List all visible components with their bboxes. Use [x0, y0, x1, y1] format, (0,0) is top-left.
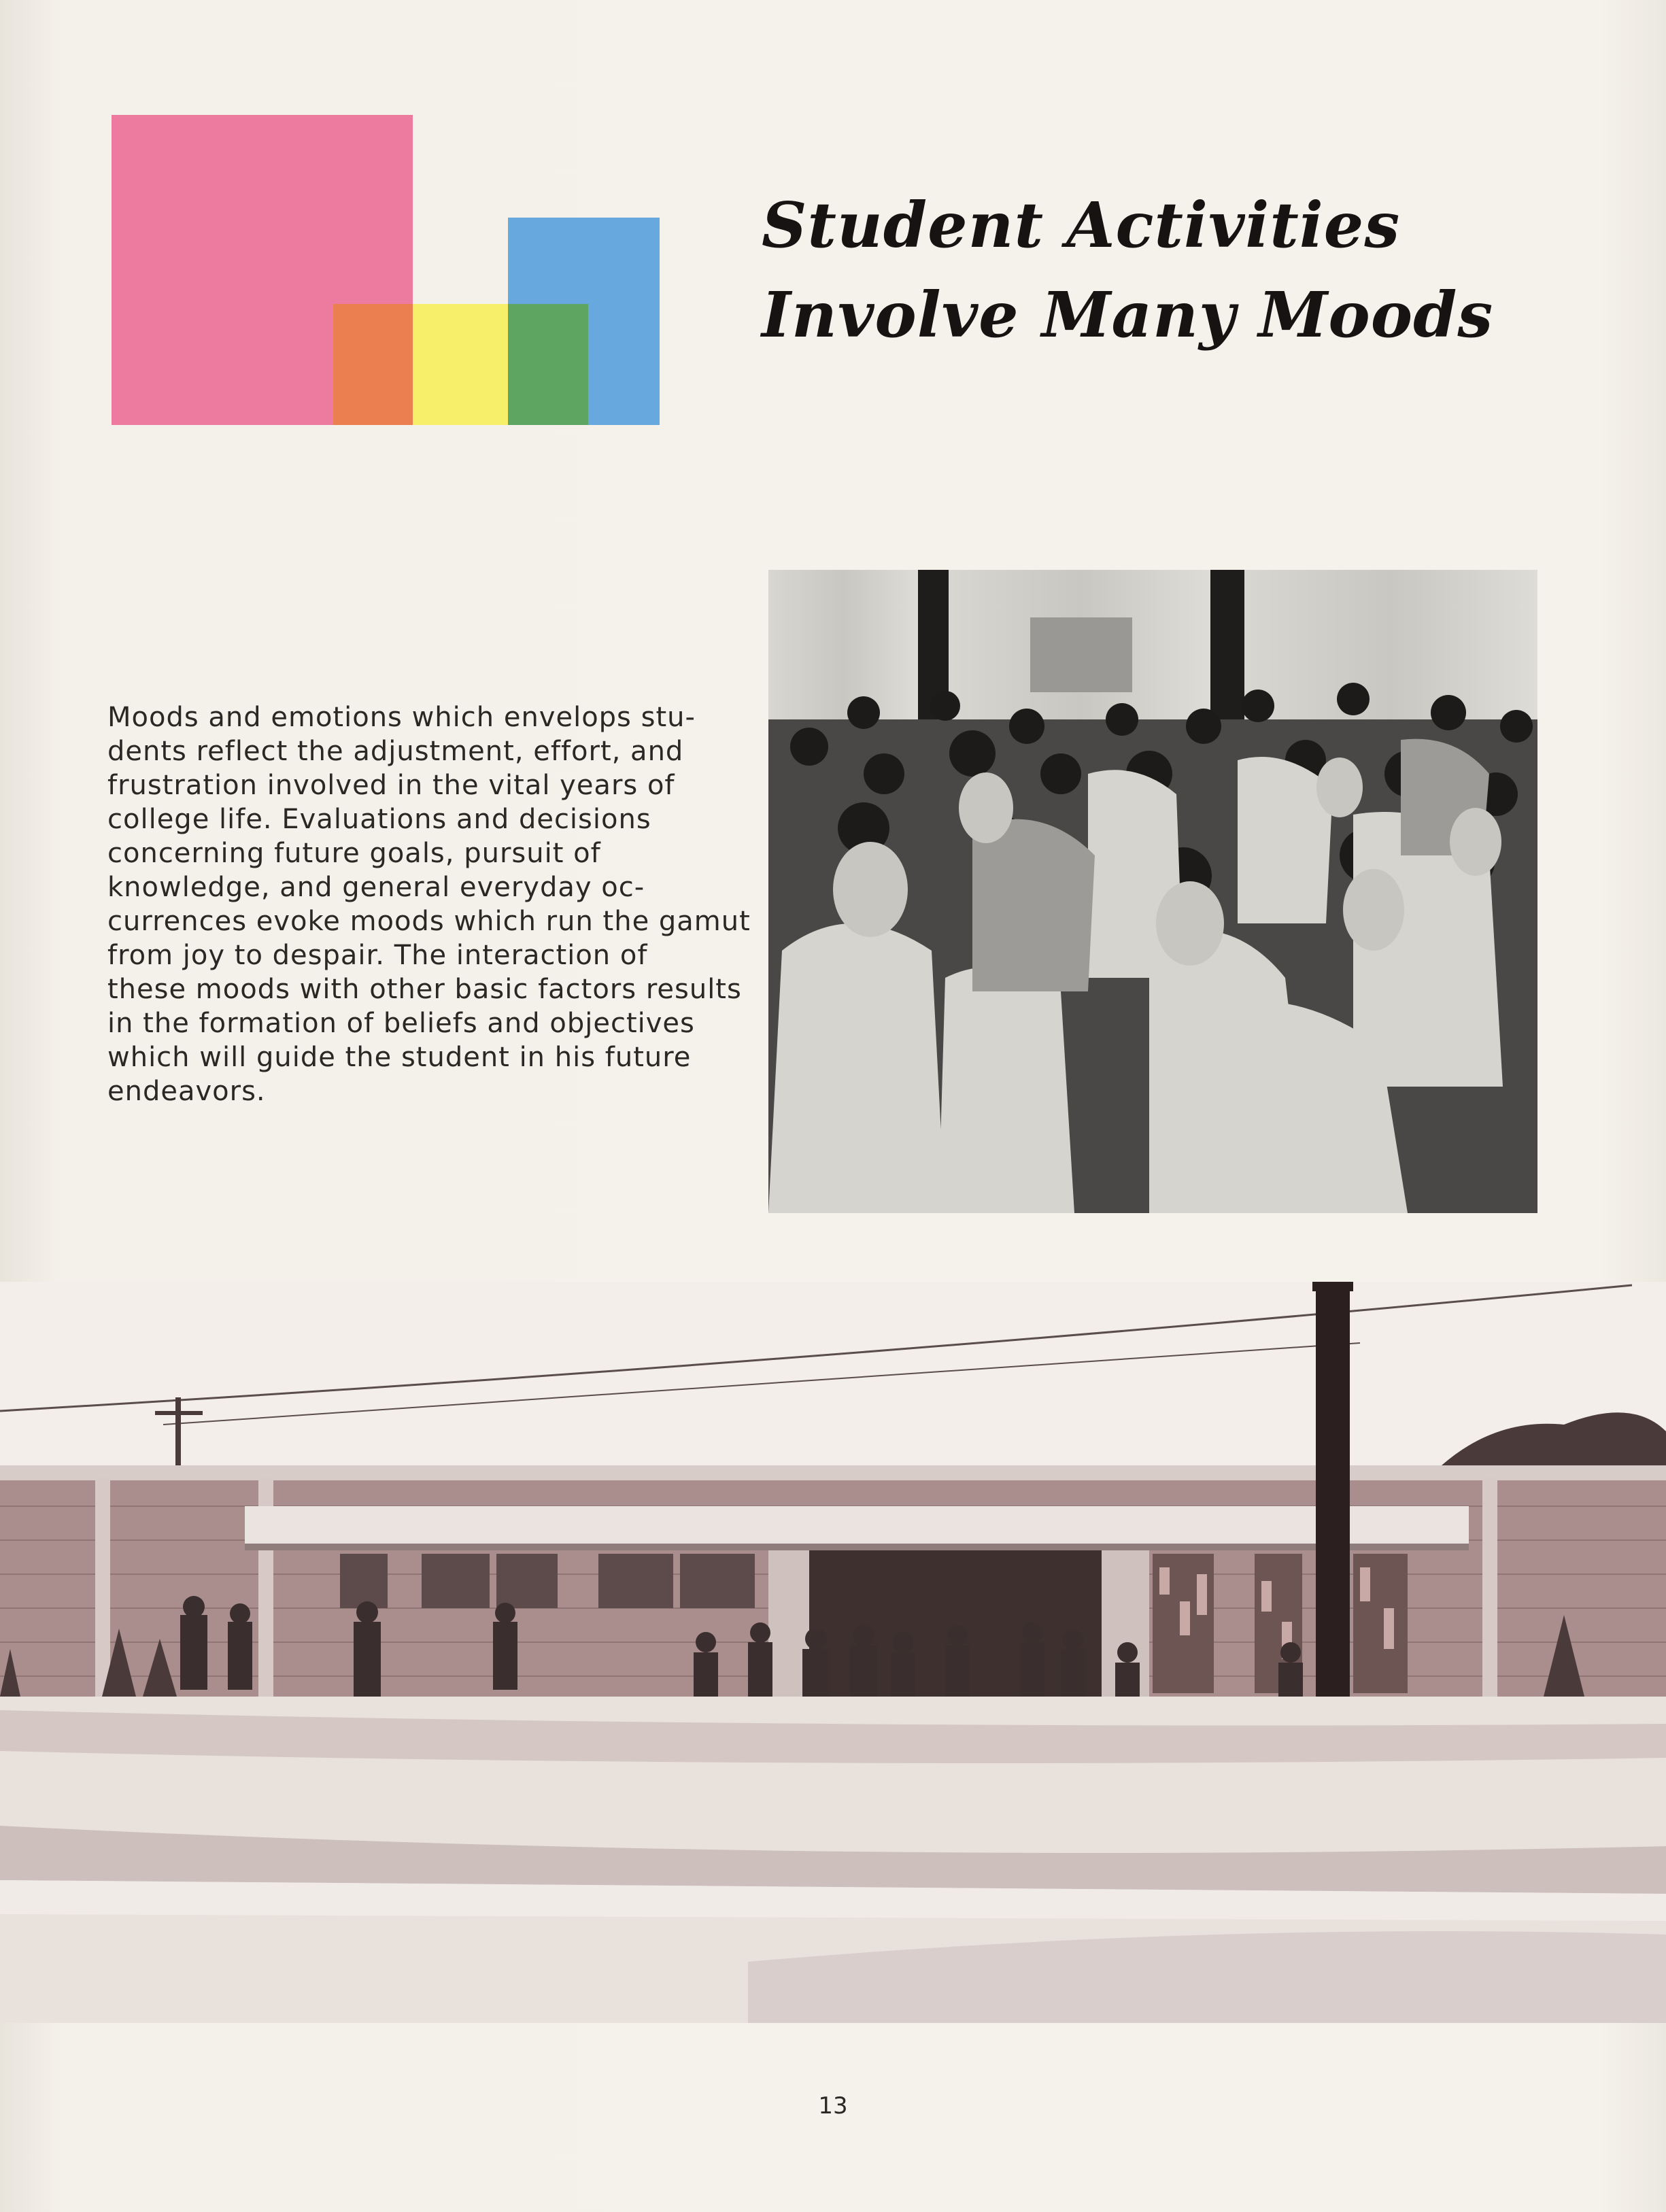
- body-line: in the formation of beliefs and objectives: [107, 1008, 695, 1039]
- page-number: 13: [818, 2092, 848, 2120]
- building-photo-illustration: [0, 1282, 1666, 2023]
- orange-block: [333, 304, 413, 425]
- campus-building-photo: [0, 1282, 1666, 2023]
- body-line: these moods with other basic factors results: [107, 974, 742, 1005]
- title-line-2: Involve Many Moods: [762, 278, 1494, 352]
- green-block: [508, 304, 588, 425]
- yellow-block: [413, 304, 508, 425]
- body-line: concerning future goals, pursuit of: [107, 838, 601, 869]
- body-line: which will guide the student in his future: [107, 1042, 692, 1073]
- body-line: knowledge, and general everyday oc-: [107, 872, 645, 903]
- crowd-photo-illustration: [768, 570, 1537, 1213]
- title-line-1: Student Activities: [762, 188, 1401, 262]
- body-line: dents reflect the adjustment, effort, and: [107, 736, 684, 767]
- body-line: endeavors.: [107, 1076, 266, 1107]
- body-line: college life. Evaluations and decisions: [107, 804, 651, 835]
- crowd-of-students-photo: [768, 570, 1537, 1213]
- page-title: [762, 180, 1544, 360]
- body-line: currences evoke moods which run the gamut: [107, 906, 751, 937]
- body-paragraph: [107, 700, 751, 1108]
- body-line: from joy to despair. The interaction of: [107, 940, 648, 971]
- color-block-graphic: [109, 114, 660, 426]
- body-line: frustration involved in the vital years of: [107, 770, 675, 801]
- body-line: Moods and emotions which envelops stu-: [107, 702, 696, 733]
